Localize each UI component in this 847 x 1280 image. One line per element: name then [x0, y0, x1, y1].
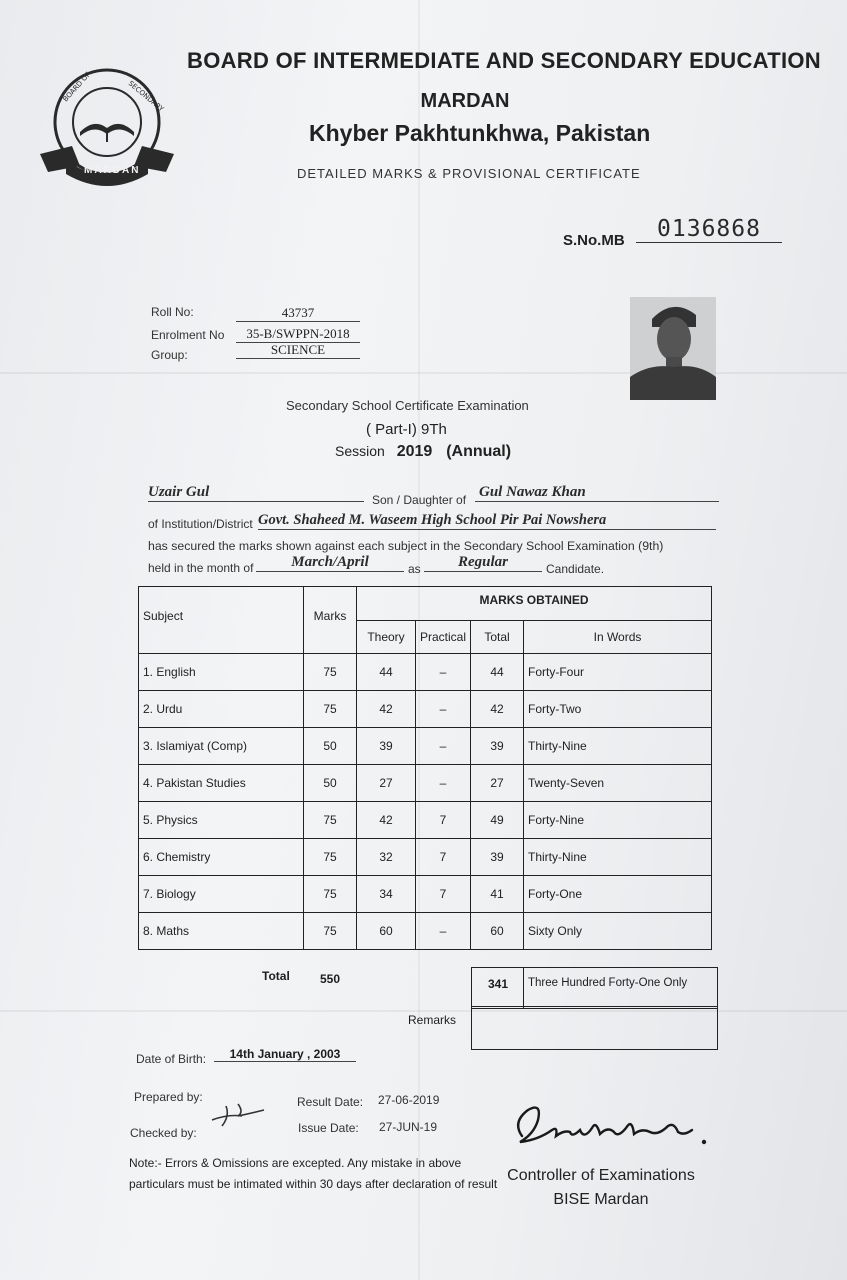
- serial-number: 0136868: [636, 216, 782, 243]
- exam-month: March/April: [256, 554, 404, 572]
- marks-in-words: Forty-Four: [524, 654, 712, 691]
- total-marks: 41: [471, 876, 524, 913]
- date-of-birth: 14th January , 2003: [214, 1047, 356, 1062]
- institution-name: Govt. Shaheed M. Waseem High School Pir Pai Nowshera: [258, 512, 716, 530]
- table-row: [139, 913, 712, 950]
- marks-in-words: Forty-One: [524, 876, 712, 913]
- disclaimer-note: [129, 1153, 497, 1195]
- table-row: [139, 728, 712, 765]
- session-line: [335, 443, 511, 461]
- exam-part: ( Part-I) 9Th: [366, 421, 447, 438]
- marks-in-words: Sixty Only: [524, 913, 712, 950]
- candidate-name: Uzair Gul: [148, 484, 364, 502]
- checker-initials-signature: [208, 1096, 268, 1130]
- theory-marks: 34: [357, 876, 416, 913]
- issue-date: 27-JUN-19: [379, 1120, 438, 1134]
- table-row: [139, 802, 712, 839]
- max-marks: 50: [304, 765, 357, 802]
- board-province: Khyber Pakhtunkhwa, Pakistan: [309, 120, 651, 146]
- table-row: [139, 765, 712, 802]
- marks-in-words: Thirty-Nine: [524, 839, 712, 876]
- theory-marks: 39: [357, 728, 416, 765]
- max-marks: 75: [304, 839, 357, 876]
- total-marks: 39: [471, 839, 524, 876]
- marks-table: [138, 586, 712, 950]
- institution-label: of Institution/District: [148, 517, 253, 531]
- board-title: BOARD OF INTERMEDIATE AND SECONDARY EDUCATION: [187, 48, 821, 73]
- theory-marks: 60: [357, 913, 416, 950]
- total-marks: 60: [471, 913, 524, 950]
- session-type: (Annual): [446, 443, 512, 460]
- remarks-box: [471, 1006, 718, 1050]
- svg-text:SECONDARY: SECONDARY: [126, 79, 165, 114]
- as-label: as: [408, 562, 421, 576]
- group-label: Group:: [151, 348, 188, 362]
- candidate-photo: [630, 297, 716, 400]
- col-marks: Marks: [304, 587, 357, 654]
- enrolment-label: Enrolment No: [151, 328, 225, 342]
- total-marks: 44: [471, 654, 524, 691]
- note-line-2: particulars must be intimated within 30 days after declaration of result: [129, 1177, 498, 1191]
- note-line-1: Note:- Errors & Omissions are excepted. Any mistake in above: [129, 1156, 462, 1170]
- marks-in-words: Forty-Nine: [524, 802, 712, 839]
- table-row: [139, 876, 712, 913]
- exam-title: Secondary School Certificate Examination: [286, 398, 529, 413]
- practical-marks: 7: [416, 876, 471, 913]
- marks-in-words: Thirty-Nine: [524, 728, 712, 765]
- max-marks: 75: [304, 691, 357, 728]
- board-seal-logo: [36, 62, 178, 194]
- result-date-label: Result Date:: [297, 1095, 364, 1109]
- issue-date-label: Issue Date:: [298, 1121, 359, 1135]
- paper-fold: [0, 372, 847, 374]
- theory-marks: 42: [357, 691, 416, 728]
- theory-marks: 44: [357, 654, 416, 691]
- total-obtained-box: [471, 967, 718, 1009]
- controller-title: Controller of Examinations: [507, 1167, 695, 1184]
- candidate-label: Candidate.: [546, 562, 605, 576]
- total-marks: 27: [471, 765, 524, 802]
- max-marks: 75: [304, 802, 357, 839]
- total-obtained: 341: [488, 977, 509, 991]
- total-in-words: Three Hundred Forty-One Only: [528, 977, 688, 989]
- checked-by-label: Checked by:: [130, 1126, 197, 1140]
- col-marks-obtained: MARKS OBTAINED: [357, 587, 712, 621]
- paper-fold: [0, 1010, 847, 1012]
- subject-name: 4. Pakistan Studies: [139, 765, 304, 802]
- max-marks: 75: [304, 876, 357, 913]
- candidate-type: Regular: [424, 554, 542, 572]
- subject-name: 3. Islamiyat (Comp): [139, 728, 304, 765]
- subject-name: 8. Maths: [139, 913, 304, 950]
- col-subject: Subject: [139, 587, 304, 654]
- max-marks: 75: [304, 654, 357, 691]
- total-marks: 39: [471, 728, 524, 765]
- max-marks: 50: [304, 728, 357, 765]
- theory-marks: 32: [357, 839, 416, 876]
- roll-number: 43737: [236, 305, 360, 322]
- enrolment-number: 35-B/SWPPN-2018: [236, 326, 360, 343]
- group-value: SCIENCE: [236, 342, 360, 359]
- col-theory: Theory: [357, 621, 416, 654]
- dob-label: Date of Birth:: [136, 1052, 207, 1066]
- roll-label: Roll No:: [151, 305, 194, 319]
- col-practical: Practical: [416, 621, 471, 654]
- subject-name: 1. English: [139, 654, 304, 691]
- prepared-by-label: Prepared by:: [134, 1090, 203, 1104]
- serial-label: S.No.MB: [563, 232, 625, 249]
- max-marks: 75: [304, 913, 357, 950]
- session-label: Session: [335, 443, 385, 459]
- relation-label: Son / Daughter of: [372, 493, 467, 507]
- table-row: [139, 839, 712, 876]
- marks-in-words: Twenty-Seven: [524, 765, 712, 802]
- col-total: Total: [471, 621, 524, 654]
- document-type: DETAILED MARKS & PROVISIONAL CERTIFICATE: [297, 166, 641, 181]
- remarks-label: Remarks: [408, 1013, 457, 1027]
- theory-marks: 27: [357, 765, 416, 802]
- practical-marks: –: [416, 654, 471, 691]
- subject-name: 5. Physics: [139, 802, 304, 839]
- result-date: 27-06-2019: [378, 1093, 440, 1107]
- practical-marks: –: [416, 765, 471, 802]
- secured-statement: has secured the marks shown against each subject in the Secondary School Examination (9th): [148, 539, 664, 553]
- total-max-marks: 550: [320, 972, 341, 986]
- table-row: [139, 691, 712, 728]
- total-marks: 42: [471, 691, 524, 728]
- practical-marks: –: [416, 691, 471, 728]
- seal-text: MARDAN: [84, 165, 141, 176]
- subject-name: 6. Chemistry: [139, 839, 304, 876]
- svg-text:BOARD OF: BOARD OF: [61, 70, 93, 104]
- practical-marks: 7: [416, 839, 471, 876]
- controller-signature: [508, 1100, 713, 1156]
- practical-marks: 7: [416, 802, 471, 839]
- controller-organization: BISE Mardan: [553, 1191, 649, 1208]
- subject-name: 7. Biology: [139, 876, 304, 913]
- marks-in-words: Forty-Two: [524, 691, 712, 728]
- col-in-words: In Words: [524, 621, 712, 654]
- theory-marks: 42: [357, 802, 416, 839]
- total-label: Total: [262, 969, 290, 983]
- board-city: MARDAN: [420, 90, 510, 112]
- month-label: held in the month of: [148, 561, 254, 575]
- subject-name: 2. Urdu: [139, 691, 304, 728]
- father-name: Gul Nawaz Khan: [475, 484, 719, 502]
- session-year: 2019: [396, 443, 433, 460]
- total-marks: 49: [471, 802, 524, 839]
- practical-marks: –: [416, 728, 471, 765]
- table-row: [139, 654, 712, 691]
- practical-marks: –: [416, 913, 471, 950]
